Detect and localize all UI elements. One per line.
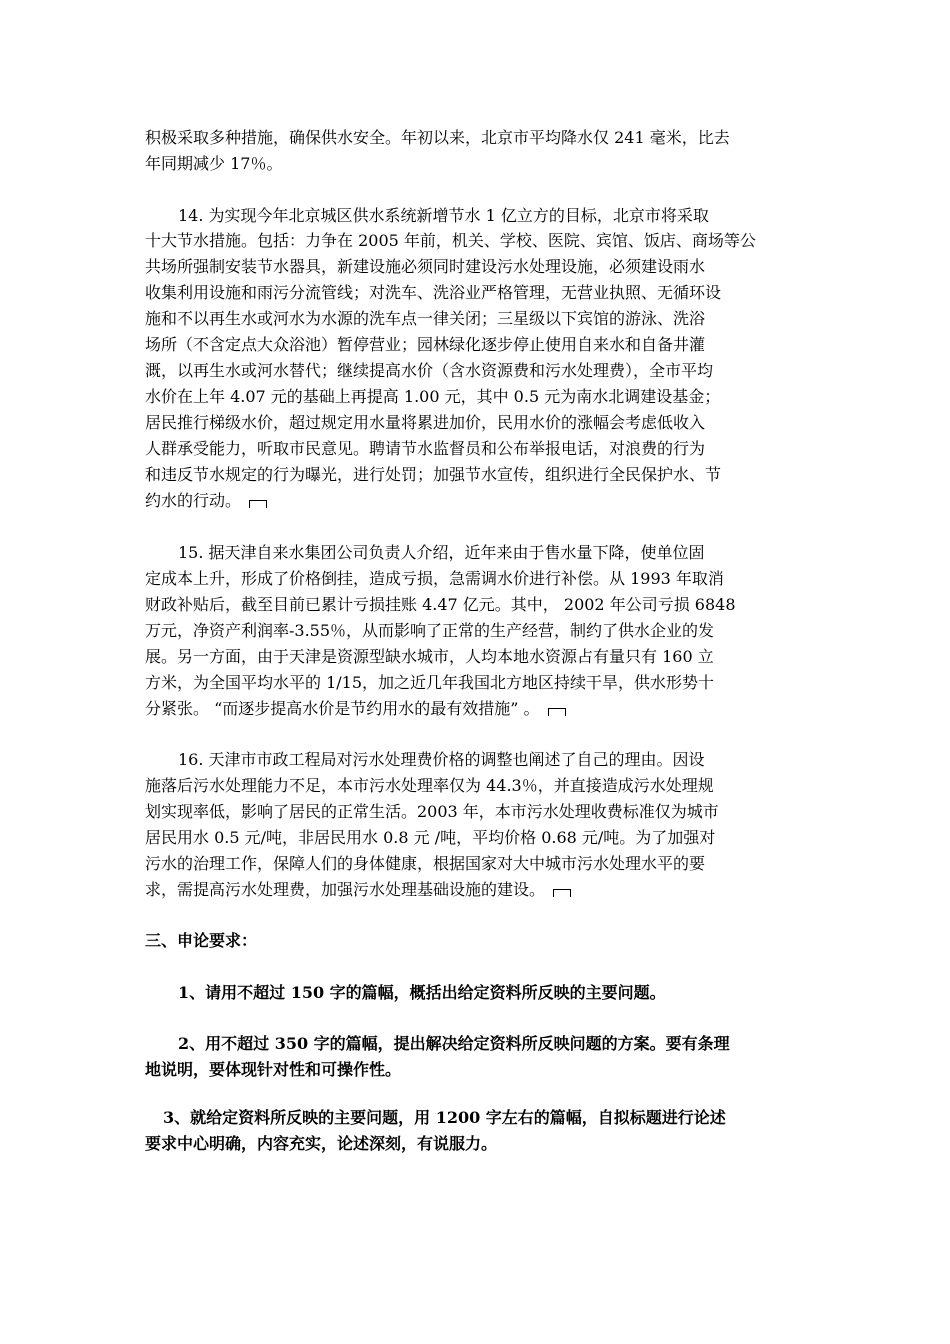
paragraph-15-line-7-text: 分紧张。 “而逐步提高水价是节约用水的最有效措施” 。 xyxy=(145,699,540,718)
paragraph-13-line-2: 年同期减少 17％。 xyxy=(145,154,283,173)
paragraph-16-line-6-text: 求，需提高污水处理费，加强污水处理基础设施的建设。 xyxy=(145,880,546,899)
paragraph-14-line-4: 收集利用设施和雨污分流管线；对洗车、洗浴业严格管理，无营业执照、无循环设 xyxy=(145,283,722,302)
paragraph-16-line-6 xyxy=(145,877,571,903)
paragraph-14-line-8: 水价在上年 4.07 元的基础上再提高 1.00 元，其中 0.5 元为南水北调建设基金； xyxy=(145,387,721,406)
paragraph-13-line-1: 积极采取多种措施，确保供水安全。年初以来，北京市平均降水仅 241 毫米，比去 xyxy=(145,128,730,147)
paragraph-14-line-5: 施和不以再生水或河水为水源的洗车点一律关闭；三星级以下宾馆的游泳、洗浴 xyxy=(145,309,706,328)
paragraph-end-mark-icon xyxy=(548,708,566,716)
paragraph-14-line-7: 溉，以再生水或河水替代；继续提高水价（含水资源费和污水处理费），全市平均 xyxy=(145,361,714,380)
paragraph-15-line-1: 15. 据天津自来水集团公司负责人介绍，近年来由于售水量下降，使单位固 xyxy=(178,543,705,562)
paragraph-16-line-4: 居民用水 0.5 元/吨，非居民用水 0.8 元 /吨，平均价格 0.68 元/吨。为了加强对 xyxy=(145,828,716,847)
paragraph-16-line-1: 16. 天津市市政工程局对污水处理费价格的调整也阐述了自己的理由。因设 xyxy=(178,750,705,769)
paragraph-14-line-2: 十大节水措施。包括：力争在 2005 年前，机关、学校、医院、宾馆、饭店、商场等公 xyxy=(145,231,756,250)
paragraph-14-line-9: 居民推行梯级水价，超过规定用水量将累进加价，民用水价的涨幅会考虑低收入 xyxy=(145,413,706,432)
requirement-2-line-2: 地说明，要体现针对性和可操作性。 xyxy=(145,1060,402,1079)
paragraph-14-line-1: 14. 为实现今年北京城区供水系统新增节水 1 亿立方的目标，北京市将采取 xyxy=(178,206,709,225)
requirement-2-line-1: 2、用不超过 350 字的篇幅，提出解决给定资料所反映问题的方案。要有条理 xyxy=(178,1034,730,1053)
section-heading: 三、申论要求： xyxy=(145,931,258,950)
requirement-1-line-1: 1、请用不超过 150 字的篇幅，概括出给定资料所反映的主要问题。 xyxy=(178,983,666,1002)
paragraph-15-line-7 xyxy=(145,696,566,722)
paragraph-15-line-2: 定成本上升，形成了价格倒挂，造成亏损，急需调水价进行补偿。从 1993 年取消 xyxy=(145,569,724,588)
paragraph-14-line-11: 和违反节水规定的行为曝光，进行处罚；加强节水宣传，组织进行全民保护水、节 xyxy=(145,465,722,484)
paragraph-14-line-12 xyxy=(145,488,267,514)
paragraph-end-mark-icon xyxy=(553,889,571,897)
paragraph-16-line-2: 施落后污水处理能力不足，本市污水处理率仅为 44.3％，并直接造成污水处理规 xyxy=(145,776,714,795)
paragraph-14-line-10: 人群承受能力，听取市民意见。聘请节水监督员和公布举报电话，对浪费的行为 xyxy=(145,439,706,458)
paragraph-16-line-5: 污水的治理工作，保障人们的身体健康，根据国家对大中城市污水处理水平的要 xyxy=(145,854,706,873)
requirement-3-line-2: 要求中心明确，内容充实，论述深刻，有说服力。 xyxy=(145,1134,498,1153)
paragraph-end-mark-icon xyxy=(249,500,267,508)
paragraph-15-line-6: 方米，为全国平均水平的 1/15，加之近几年我国北方地区持续干旱，供水形势十 xyxy=(145,673,715,692)
paragraph-15-line-3: 财政补贴后，截至目前已累计亏损挂账 4.47 亿元。其中， 2002 年公司亏损 6848 xyxy=(145,595,736,614)
paragraph-16-line-3: 划实现率低，影响了居民的正常生活。2003 年，本市污水处理收费标准仅为城市 xyxy=(145,802,719,821)
paragraph-14-line-12-text: 约水的行动。 xyxy=(145,491,242,510)
paragraph-15-line-5: 展。另一方面，由于天津是资源型缺水城市，人均本地水资源占有量只有 160 立 xyxy=(145,647,714,666)
requirement-3-line-1: 3、就给定资料所反映的主要问题，用 1200 字左右的篇幅，自拟标题进行论述 xyxy=(163,1108,726,1127)
paragraph-15-line-4: 万元，净资产利润率-3.55％，从而影响了正常的生产经营，制约了供水企业的发 xyxy=(145,621,715,640)
paragraph-14-line-6: 场所（不含定点大众浴池）暂停营业；园林绿化逐步停止使用自来水和自备井灌 xyxy=(145,335,706,354)
paragraph-14-line-3: 共场所强制安装节水器具，新建设施必须同时建设污水处理设施，必须建设雨水 xyxy=(145,257,706,276)
